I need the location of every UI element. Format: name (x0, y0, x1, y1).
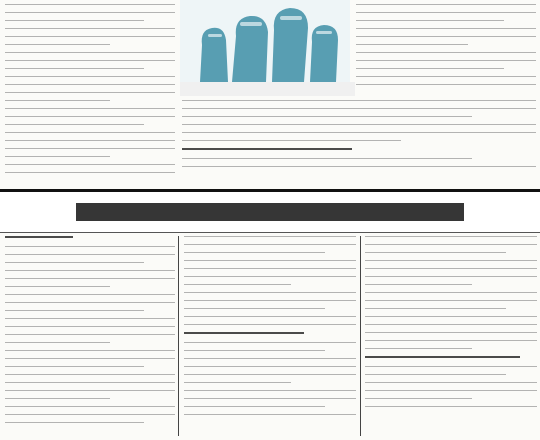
headline-text-block (76, 203, 464, 221)
article-column-middle-right (182, 100, 536, 182)
article-column-bottom-left (5, 236, 175, 436)
article-column-bottom-middle (184, 236, 356, 436)
article-column-bottom-right (365, 236, 537, 436)
raised-fist-illustration-icon (180, 0, 350, 82)
column-divider-2 (360, 236, 361, 436)
article-column-top-right-upper (356, 4, 536, 96)
illustration-caption (180, 82, 355, 96)
main-headline-banner (0, 189, 540, 233)
article-column-top-left (5, 4, 175, 182)
protest-illustration (180, 0, 350, 82)
column-divider-1 (178, 236, 179, 436)
